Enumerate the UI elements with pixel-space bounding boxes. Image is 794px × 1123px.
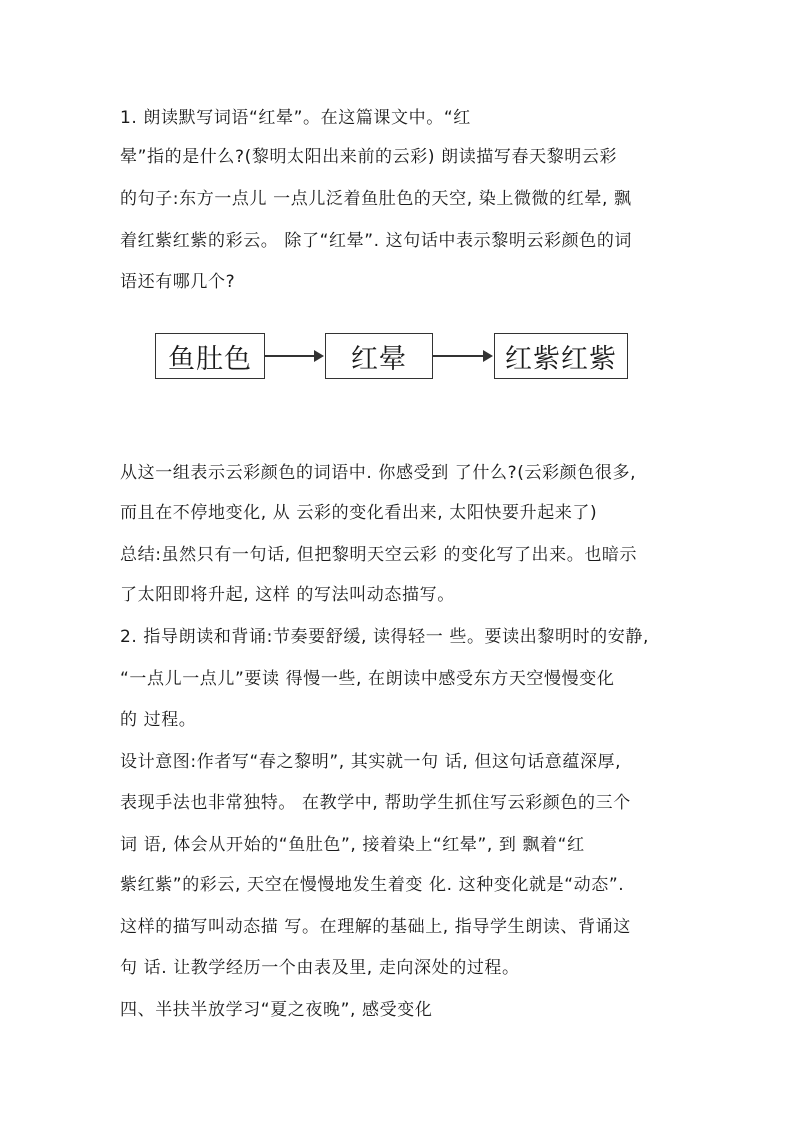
arrow-right-icon bbox=[433, 355, 491, 357]
text-line: 从这一组表示云彩颜色的词语中. 你感受到 了什么?(云彩颜色很多, bbox=[120, 463, 637, 483]
text-line: 而且在不停地变化, 从 云彩的变化看出来, 太阳快要升起来了) bbox=[120, 503, 598, 523]
color-words-diagram bbox=[155, 333, 630, 383]
text-line: 句 话. 让教学经历一个由表及里, 走向深处的过程。 bbox=[120, 958, 520, 978]
diagram-box-fish-belly: 鱼肚色 bbox=[155, 333, 265, 379]
text-line: 这样的描写叫动态描 写。在理解的基础上, 指导学生朗读、背诵这 bbox=[120, 917, 631, 937]
text-line: 1. 朗读默写词语“红晕”。在这篇课文中。“红 bbox=[120, 108, 471, 128]
text-line: 紫红紫”的彩云, 天空在慢慢地发生着变 化. 这种变化就是“动态”. bbox=[120, 875, 625, 895]
diagram-box-red-purple: 红紫红紫 bbox=[494, 333, 628, 379]
text-line: 着红紫红紫的彩云。 除了“红晕”. 这句话中表示黎明云彩颜色的词 bbox=[120, 231, 633, 251]
text-line: 晕”指的是什么?(黎明太阳出来前的云彩) 朗读描写春天黎明云彩 bbox=[120, 147, 618, 167]
text-line: 了太阳即将升起, 这样 的写法叫动态描写。 bbox=[120, 585, 455, 605]
section-heading: 四、半扶半放学习“夏之夜晚”, 感受变化 bbox=[120, 1000, 433, 1020]
text-line: 2. 指导朗读和背诵:节奏要舒缓, 读得轻一 些。要读出黎明时的安静, bbox=[120, 627, 649, 647]
arrow-right-icon bbox=[265, 355, 322, 357]
text-line: 总结:虽然只有一句话, 但把黎明天空云彩 的变化写了出来。也暗示 bbox=[120, 545, 638, 565]
text-line: 词 语, 体会从开始的“鱼肚色”, 接着染上“红晕”, 到 飘着“红 bbox=[120, 835, 585, 855]
text-line: “一点儿一点儿”要读 得慢一些, 在朗读中感受东方天空慢慢变化 bbox=[120, 669, 615, 689]
text-line: 表现手法也非常独特。 在教学中, 帮助学生抓住写云彩颜色的三个 bbox=[120, 793, 631, 813]
text-line: 的 过程。 bbox=[120, 710, 197, 730]
text-line: 的句子:东方一点儿 一点儿泛着鱼肚色的天空, 染上微微的红晕, 飘 bbox=[120, 189, 632, 209]
text-line: 设计意图:作者写“春之黎明”, 其实就一句 话, 但这句话意蕴深厚, bbox=[120, 752, 622, 772]
diagram-box-red-glow: 红晕 bbox=[325, 333, 433, 379]
text-line: 语还有哪几个? bbox=[120, 272, 236, 292]
